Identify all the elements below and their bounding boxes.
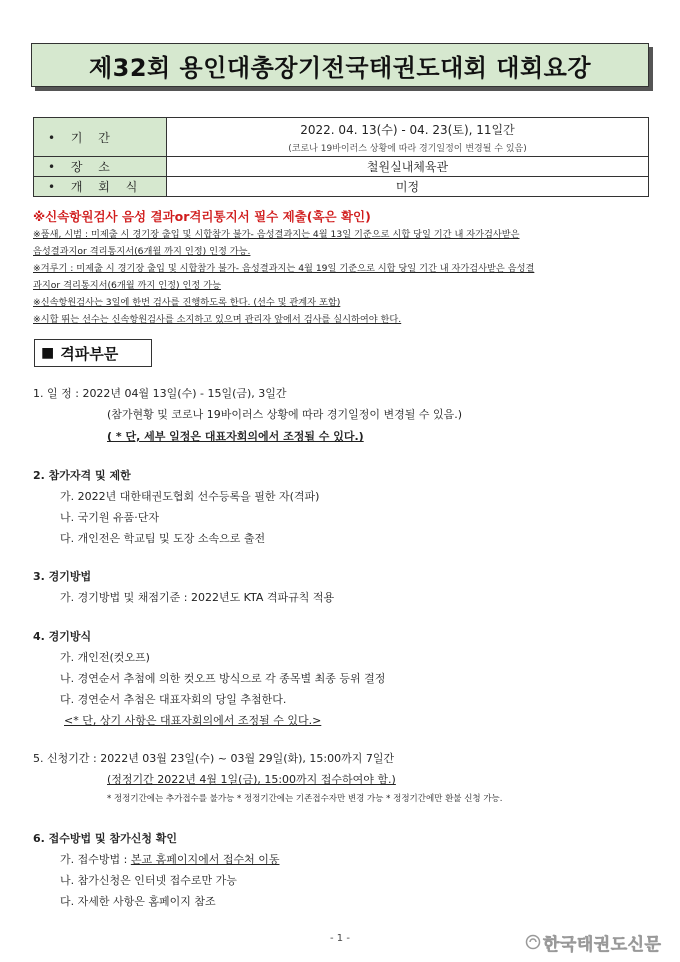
s6-item-b: 나. 참가신청은 인터넷 접수로만 가능	[60, 874, 237, 887]
s6-heading: 6. 접수방법 및 참가신청 확인	[33, 832, 178, 845]
page-title: 제32회 용인대총장기전국태권도대회 대회요강	[31, 43, 649, 87]
s4-heading: 4. 경기방식	[33, 630, 92, 643]
s6-item-a	[60, 851, 279, 867]
s4-note-adjust: <* 단, 상기 사항은 대표자회의에서 조정될 수 있다.>	[64, 714, 322, 727]
info-label-period: • 기 간	[34, 118, 167, 157]
s4-item-c: 다. 경연순서 추첨은 대표자회의 당일 추첨한다.	[60, 693, 287, 706]
note-kyorugi-line2: 과지or 격리통지서(6개월 까지 인정) 인정 가능	[33, 280, 221, 291]
info-value-venue: 철원실내체육관	[167, 157, 649, 177]
page-number: - 1 -	[330, 933, 350, 944]
s1-heading: 1. 일 정 : 2022년 04월 13일(수) - 15일(금), 3일간	[33, 387, 287, 400]
newspaper-logo-icon	[525, 934, 541, 955]
s1-note-schedule: (참가현황 및 코로나 19바이러스 상황에 따라 경기일정이 변경될 수 있음.)	[107, 408, 463, 421]
s4-item-b: 나. 경연순서 추첨에 의한 컷오프 방식으로 각 종목별 최종 등위 결정	[60, 672, 386, 685]
square-bullet-icon: ■	[41, 345, 55, 361]
covid-test-notice: ※신속항원검사 음성 결과or격리통지서 필수 제출(혹은 확인)	[33, 209, 371, 224]
note-test-onsite: ※시합 뛰는 선수는 신속항원검사를 소지하고 있으며 관리자 앞에서 검사를 실시하여야 한다.	[33, 314, 402, 325]
s2-item-c: 다. 개인전은 학교팀 및 도장 소속으로 출전	[60, 532, 266, 545]
info-label-venue: • 장 소	[34, 157, 167, 177]
info-value-period	[167, 118, 649, 157]
s6-item-a-label: 가. 접수방법 :	[60, 853, 131, 866]
notes-block	[33, 226, 649, 328]
info-value-ceremony: 미정	[167, 177, 649, 197]
newspaper-watermark	[525, 930, 661, 955]
s6-item-c: 다. 자세한 사항은 홈페이지 참조	[60, 895, 216, 908]
info-row-ceremony	[34, 177, 649, 197]
section-title: 격파부문	[60, 344, 119, 363]
section-header	[34, 339, 152, 367]
s2-heading: 2. 참가자격 및 제한	[33, 469, 131, 482]
note-test-interval: ※신속항원검사는 3일에 한번 검사를 진행하도록 한다. (선수 및 관계자 포함)	[33, 297, 341, 308]
period-note: (코로나 19바이러스 상황에 따라 경기일정이 변경될 수 있음)	[288, 143, 527, 154]
s2-item-b: 나. 국기원 유품·단자	[60, 511, 159, 524]
s1-note-adjust: ( * 단, 세부 일정은 대표자회의에서 조정될 수 있다.)	[107, 430, 364, 443]
note-poomsae-line2: 음성결과지or 격리통지서(6개월 까지 인정) 인정 가능.	[33, 246, 251, 257]
note-kyorugi-line1: ※겨루기 : 미제출 시 경기장 출입 및 시합참가 불가- 음성결과지는 4월 19일 기준으로 시합 당일 기간 내 자가검사받은 음성결	[33, 263, 535, 274]
note-poomsae-line1: ※품새, 시범 : 미제출 시 경기장 출입 및 시합참가 불가- 음성결과지는 4월 13일 기준으로 시합 당일 기간 내 자가검사받은	[33, 229, 520, 240]
s2-item-a: 가. 2022년 대한태권도협회 선수등록을 필한 자(격파)	[60, 490, 320, 503]
s5-correction-period: (정정기간 2022년 4월 1일(금), 15:00까지 접수하여야 함.)	[107, 773, 396, 786]
info-row-venue	[34, 157, 649, 177]
homepage-link[interactable]: 본교 홈페이지에서 접수처 이동	[130, 853, 280, 866]
info-label-ceremony: • 개 회 식	[34, 177, 167, 197]
watermark-text: 한국태권도신문	[543, 935, 662, 955]
info-row-period	[34, 118, 649, 157]
s5-correction-note: * 정정기간에는 추가접수를 불가능 * 정정기간에는 기존접수자만 변경 가능 * 정정기간에만 환불 신청 가능.	[107, 794, 503, 804]
s3-heading: 3. 경기방법	[33, 570, 92, 583]
period-value: 2022. 04. 13(수) - 04. 23(토), 11일간	[300, 122, 515, 137]
s4-item-a: 가. 개인전(컷오프)	[60, 651, 150, 664]
s3-item-a: 가. 경기방법 및 채점기준 : 2022년도 KTA 격파규칙 적용	[60, 591, 335, 604]
info-table	[33, 117, 649, 197]
s5-heading: 5. 신청기간 : 2022년 03월 23일(수) ~ 03월 29일(화), 15:00까지 7일간	[33, 752, 395, 765]
